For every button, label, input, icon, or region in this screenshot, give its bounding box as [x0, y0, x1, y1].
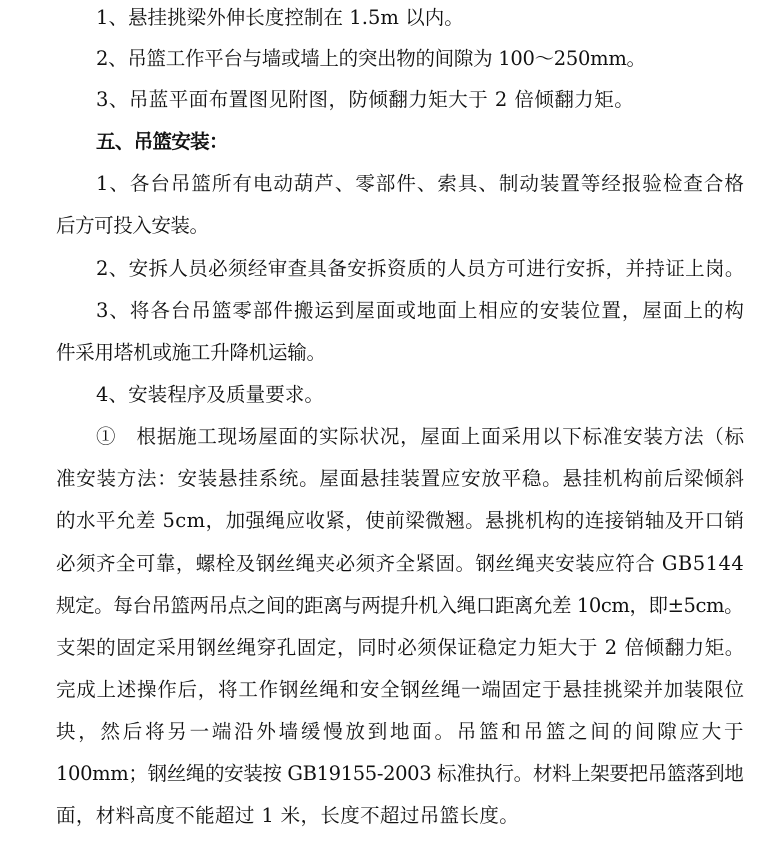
paragraph-line: 100mm；钢丝绳的安装按 GB19155-2003 标准执行。材料上架要把吊篮落到地: [56, 762, 744, 785]
paragraph-line: 完成上述操作后，将工作钢丝绳和安全钢丝绳一端固定于悬挂挑梁并加装限位: [56, 678, 745, 701]
paragraph-line: 规定。每台吊篮两吊点之间的距离与两提升机入绳口距离允差 10cm，即±5cm。: [56, 594, 744, 617]
paragraph-line: 3、将各台吊篮零部件搬运到屋面或地面上相应的安装位置，屋面上的构: [96, 299, 745, 322]
paragraph-line: ① 根据施工现场屋面的实际状况，屋面上面采用以下标准安装方法（标: [96, 425, 745, 448]
paragraph-line: 的水平允差 5cm，加强绳应收紧，使前梁微翘。悬挑机构的连接销轴及开口销: [56, 509, 745, 532]
paragraph-line: 2、吊篮工作平台与墙或墙上的突出物的间隙为 100～250mm。: [96, 47, 646, 70]
paragraph-line: 4、安装程序及质量要求。: [96, 383, 324, 406]
section-heading: 五、吊篮安装：: [96, 130, 228, 153]
paragraph-line: 2、安拆人员必须经审查具备安拆资质的人员方可进行安拆，并持证上岗。: [96, 257, 745, 280]
paragraph-line: 面，材料高度不能超过 1 米，长度不超过吊篮长度。: [56, 804, 520, 827]
paragraph-line: 后方可投入安装。: [56, 214, 209, 237]
paragraph-line: 1、各台吊篮所有电动葫芦、零部件、索具、制动装置等经报验检查合格: [96, 172, 745, 195]
paragraph-line: 支架的固定采用钢丝绳穿孔固定，同时必须保证稳定力矩大于 2 倍倾翻力矩。: [56, 636, 745, 659]
paragraph-line: 件采用塔机或施工升降机运输。: [56, 341, 326, 364]
paragraph-line: 3、吊蓝平面布置图见附图，防倾翻力矩大于 2 倍倾翻力矩。: [96, 88, 635, 111]
paragraph-line: 必须齐全可靠，螺栓及钢丝绳夹必须齐全紧固。钢丝绳夹安装应符合 GB5144: [56, 552, 745, 575]
paragraph-line: 准安装方法：安装悬挂系统。屋面悬挂装置应安放平稳。悬挂机构前后梁倾斜: [56, 467, 745, 490]
paragraph-line: 1、悬挂挑梁外伸长度控制在 1.5m 以内。: [96, 6, 464, 29]
paragraph-line: 块，然后将另一端沿外墙缓慢放到地面。吊篮和吊篮之间的间隙应大于: [56, 720, 747, 743]
